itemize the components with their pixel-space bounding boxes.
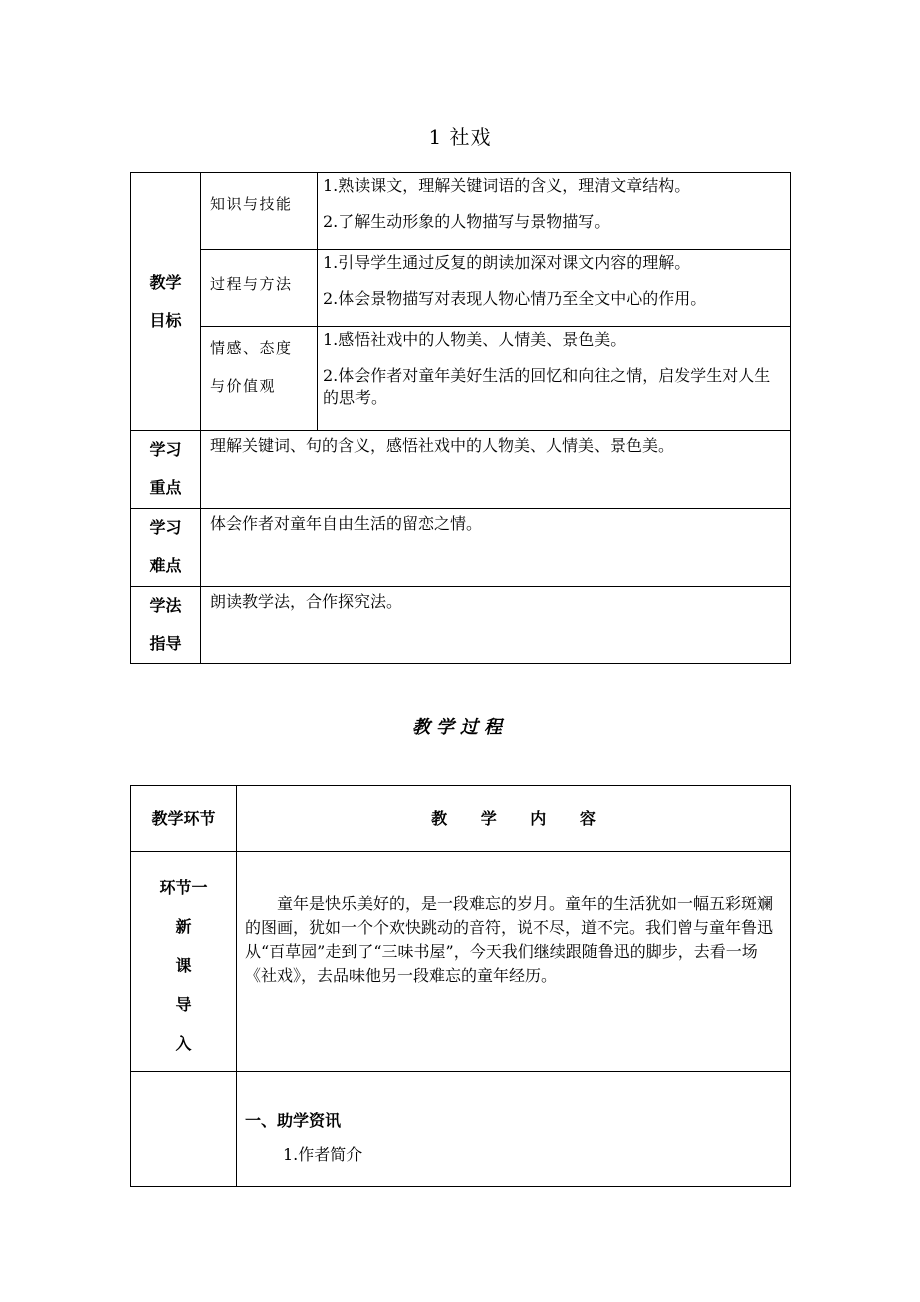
key-points-text: 理解关键词、句的含义，感悟社戏中的人物美、人情美、景色美。 [201, 431, 791, 509]
difficulties-text: 体会作者对童年自由生活的留恋之情。 [201, 509, 791, 587]
key-points-header [131, 431, 201, 509]
header-line: 难点 [149, 556, 182, 575]
objective-item: 1.感悟社戏中的人物美、人情美、景色美。 [323, 330, 627, 349]
stage1-content: 童年是快乐美好的，是一段难忘的岁月。童年的生活犹如一幅五彩斑斓的图画，犹如一个个欢快跳动的音符，说不尽，道不完。我们曾与童年鲁迅从“百草园”走到了“三味书屋”，今天我们继续跟随鲁迅的脚步，去看一场《社戏》，去品味他另一段难忘的童年经历。 [237, 852, 791, 1072]
objective-item: 2.体会景物描写对表现人物心情乃至全文中心的作用。 [323, 289, 707, 308]
stage-label-line: 入 [175, 1034, 192, 1053]
header-line: 重点 [149, 478, 182, 497]
category-label: 过程与方法 [210, 275, 293, 293]
goal-header [131, 173, 201, 431]
stage2-content [237, 1072, 791, 1187]
objective-item: 2.了解生动形象的人物描写与景物描写。 [323, 212, 611, 231]
stage-label-line: 课 [175, 956, 192, 975]
stage1-label [131, 852, 237, 1072]
stage-label-line: 导 [175, 995, 192, 1014]
header-line: 学习 [149, 440, 182, 459]
content-col-header: 教 学 内 容 [237, 786, 791, 852]
difficulties-header [131, 509, 201, 587]
objectives-table [130, 172, 791, 664]
objective-item: 1.熟读课文，理解关键词语的含义，理清文章结构。 [323, 176, 691, 195]
stage2-item: 1.作者简介 [283, 1145, 363, 1164]
category-label: 知识与技能 [210, 195, 293, 213]
method-text: 朗读教学法，合作探究法。 [201, 587, 791, 664]
category-label: 情感、态度 [210, 339, 293, 357]
stage-label-line: 新 [175, 917, 192, 936]
process-items [318, 250, 791, 327]
stage-label-line: 环节一 [159, 878, 208, 897]
category-process [201, 250, 318, 327]
document-title: 1 社戏 [428, 125, 492, 149]
stage2-label [131, 1072, 237, 1187]
stage2-heading: 一、助学资讯 [245, 1111, 342, 1130]
objective-item: 1.引导学生通过反复的朗读加深对课文内容的理解。 [323, 253, 691, 272]
category-label: 与价值观 [210, 377, 277, 395]
goal-header-line: 目标 [149, 310, 182, 330]
category-knowledge [201, 173, 318, 250]
category-emotion [201, 327, 318, 431]
stage-col-header: 教学环节 [131, 786, 237, 852]
header-line: 指导 [149, 634, 182, 653]
objective-item: 2.体会作者对童年美好生活的回忆和向往之情，启发学生对人生的思考。 [323, 366, 771, 407]
goal-header-line: 教学 [149, 272, 182, 292]
header-line: 学习 [149, 518, 182, 537]
knowledge-items [318, 173, 791, 250]
emotion-items [318, 327, 791, 431]
method-header [131, 587, 201, 664]
process-title: 教学过程 [412, 717, 508, 738]
process-table [130, 785, 791, 1187]
header-line: 学法 [149, 596, 182, 615]
